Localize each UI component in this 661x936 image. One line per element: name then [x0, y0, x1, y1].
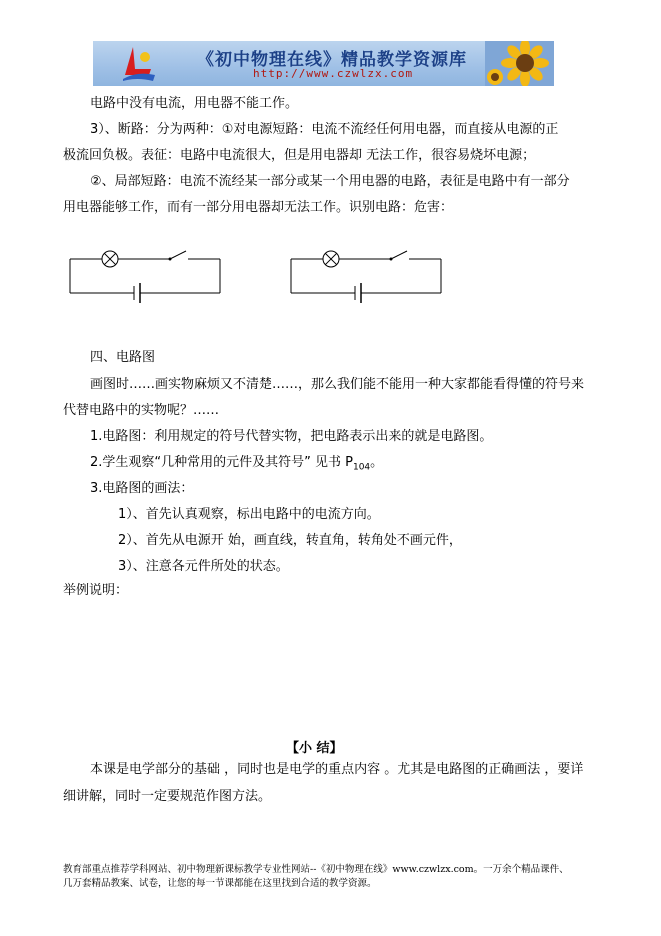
- header-title: 《初中物理在线》精品教学资源库: [197, 50, 467, 70]
- summary-title: 【小 结】: [286, 741, 343, 756]
- sub-list-item: 3）、注意各元件所处的状态。: [118, 559, 289, 574]
- paragraph-line: 本课是电学部分的基础 ，同时也是电学的重点内容 。尤其是电路图的正确画法 ，要详: [90, 762, 584, 777]
- example-label: 举例说明：: [63, 583, 129, 598]
- list-item-end: 。: [370, 455, 384, 470]
- list-item: 1.电路图：利用规定的符号代替实物，把电路表示出来的就是电路图。: [90, 429, 493, 444]
- paragraph-line: 极流回负极。表征：电路中电流很大，但是用电器却 无法工作，很容易烧坏电源；: [63, 148, 536, 163]
- list-item: [90, 455, 383, 476]
- switch-icon: [391, 251, 407, 259]
- switch-icon: [170, 251, 186, 259]
- footer-line: 教育部重点推荐学科网站、初中物理新课标教学专业性网站--《初中物理在线》www.czwlzx.com。一万余个精品课件、: [63, 864, 569, 875]
- paragraph-line: 画图时……画实物麻烦又不清楚……，那么我们能不能用一种大家都能看得懂的符号来: [90, 377, 585, 392]
- header-banner: [93, 41, 554, 86]
- paragraph-line: 电路中没有电流，用电器不能工作。: [90, 96, 299, 111]
- paragraph-line: 代替电路中的实物呢？……: [63, 403, 220, 418]
- circuit-diagram-2: [287, 246, 447, 304]
- list-item-text: 2.学生观察“几种常用的元件及其符号” 见书 P: [90, 455, 353, 470]
- list-item: 3.电路图的画法：: [90, 481, 194, 496]
- page-subscript: 104: [352, 462, 371, 473]
- footer-line: 几万套精品教案、试卷，让您的每一节课都能在这里找到合适的教学资源。: [63, 878, 377, 889]
- paragraph-line: 3）、断路：分为两种：①对电源短路：电流不流经任何用电器，而直接从电源的正: [90, 122, 559, 137]
- sunflower-icon: [485, 41, 554, 86]
- paragraph-line: 用电器能够工作，而有一部分用电器却无法工作。识别电路：危害：: [63, 200, 454, 215]
- circuit-diagram-1: [66, 246, 226, 304]
- section-title: 四、电路图: [90, 350, 156, 365]
- sub-list-item: 1）、首先认真观察，标出电路中的电流方向。: [118, 507, 380, 522]
- paragraph-line: ②、局部短路：电流不流经某一部分或某一个用电器的电路，表征是电路中有一部分: [90, 174, 570, 189]
- header-url[interactable]: http://www.czwlzx.com: [253, 67, 414, 80]
- sub-list-item: 2）、首先从电源开 始，画直线，转直角，转角处不画元件，: [118, 533, 462, 548]
- logo-icon: [115, 45, 161, 83]
- paragraph-line: 细讲解，同时一定要规范作图方法。: [63, 789, 272, 804]
